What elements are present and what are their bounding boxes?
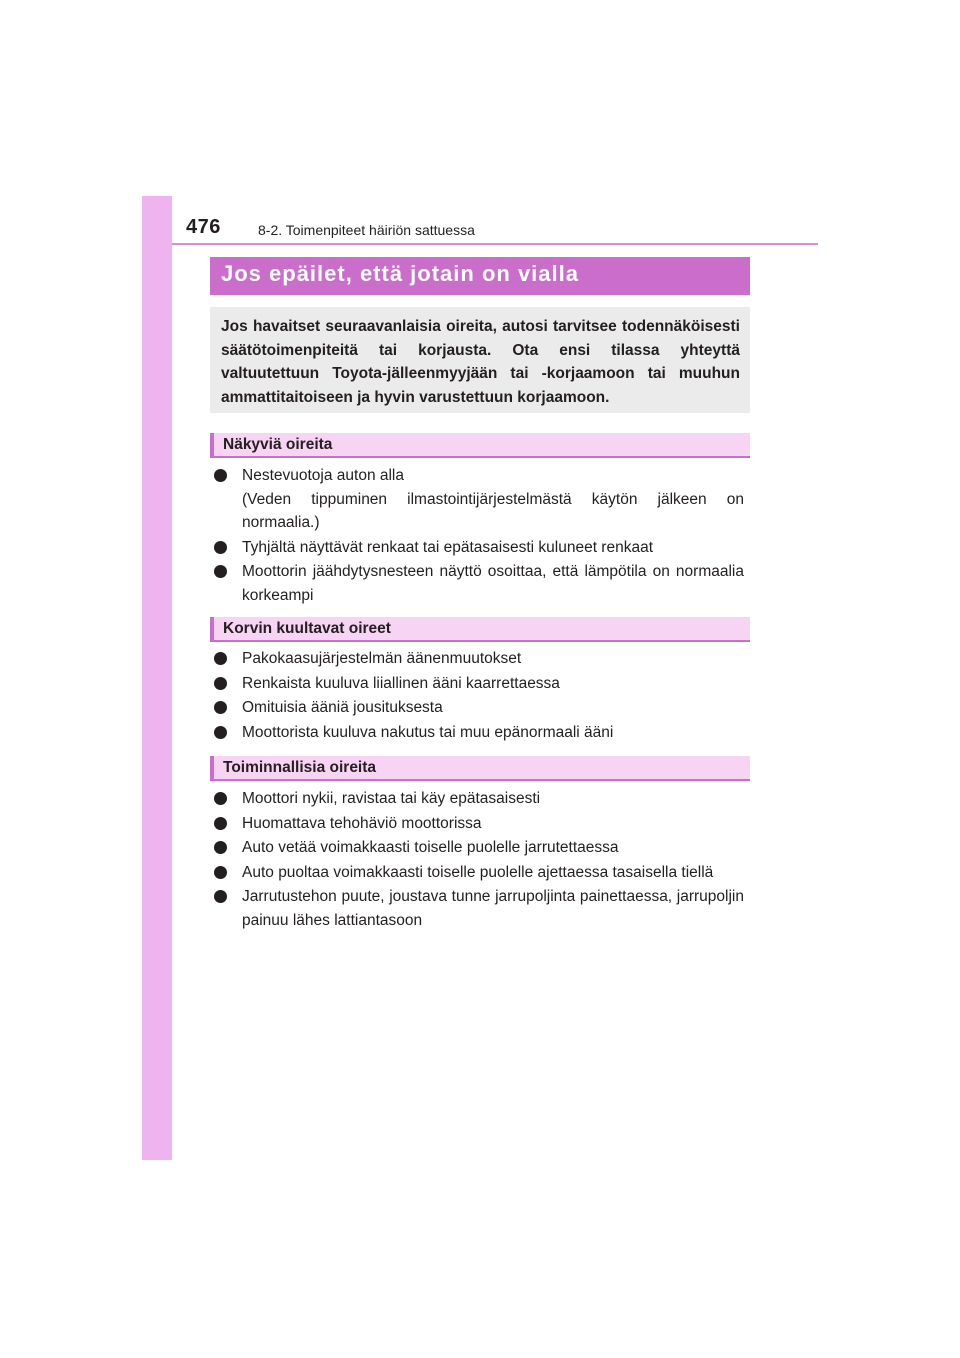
bullet-icon (214, 469, 227, 482)
bullet-icon (214, 701, 227, 714)
list-item: Auto puoltaa voimakkaasti toiselle puolelle ajettaessa tasaisella tiellä (212, 861, 744, 885)
bullet-icon (214, 726, 227, 739)
list-item: Nestevuotoja auton alla (Veden tippuminen ilmastointijärjestelmästä käytön jälkeen on normaalia.) (212, 464, 744, 535)
intro-text: Jos havaitset seuraavanlaisia oireita, autosi tarvitsee todennäköisesti säätötoimenpiteitä tai korjausta. Ota ensi tilassa yhteyttä valtuutettuun Toyota-jälleenmyyjään tai -korjaamoon tai muuhun ammattitaitoiseen ja hyvin varustettuun korjaamoon. (210, 307, 750, 413)
page-number: 476 (186, 216, 221, 238)
section-heading-visible-symptoms: Näkyviä oireita (210, 433, 750, 458)
page-title: Jos epäilet, että jotain on vialla (210, 257, 750, 295)
list-item: Omituisia ääniä jousituksesta (212, 696, 744, 720)
list-item: Moottori nykii, ravistaa tai käy epätasaisesti (212, 787, 744, 811)
header-divider (172, 243, 818, 245)
list-item: Moottorin jäähdytysnesteen näyttö osoittaa, että lämpötila on normaalia korkeampi (212, 560, 744, 607)
bullet-icon (214, 841, 227, 854)
bullet-icon (214, 792, 227, 805)
list-item: Renkaista kuuluva liiallinen ääni kaarrettaessa (212, 672, 744, 696)
list-item: Huomattava tehohäviö moottorissa (212, 812, 744, 836)
visible-symptoms-list (212, 464, 744, 607)
bullet-icon (214, 652, 227, 665)
section-heading-operational-symptoms: Toiminnallisia oireita (210, 756, 750, 781)
list-item: Auto vetää voimakkaasti toiselle puolelle jarrutettaessa (212, 836, 744, 860)
section-heading-audible-symptoms: Korvin kuultavat oireet (210, 617, 750, 642)
audible-symptoms-list (212, 647, 744, 744)
bullet-icon (214, 541, 227, 554)
list-item: Pakokaasujärjestelmän äänenmuutokset (212, 647, 744, 671)
side-margin-band (142, 196, 172, 1160)
bullet-icon (214, 890, 227, 903)
list-item: Tyhjältä näyttävät renkaat tai epätasaisesti kuluneet renkaat (212, 536, 744, 560)
operational-symptoms-list (212, 787, 744, 932)
bullet-icon (214, 817, 227, 830)
section-breadcrumb: 8-2. Toimenpiteet häiriön sattuessa (258, 222, 475, 238)
bullet-icon (214, 677, 227, 690)
list-item: Jarrutustehon puute, joustava tunne jarrupoljinta painettaessa, jarrupoljin painuu lähes lattiantasoon (212, 885, 744, 932)
bullet-icon (214, 565, 227, 578)
list-item: Moottorista kuuluva nakutus tai muu epänormaali ääni (212, 721, 744, 745)
bullet-icon (214, 866, 227, 879)
